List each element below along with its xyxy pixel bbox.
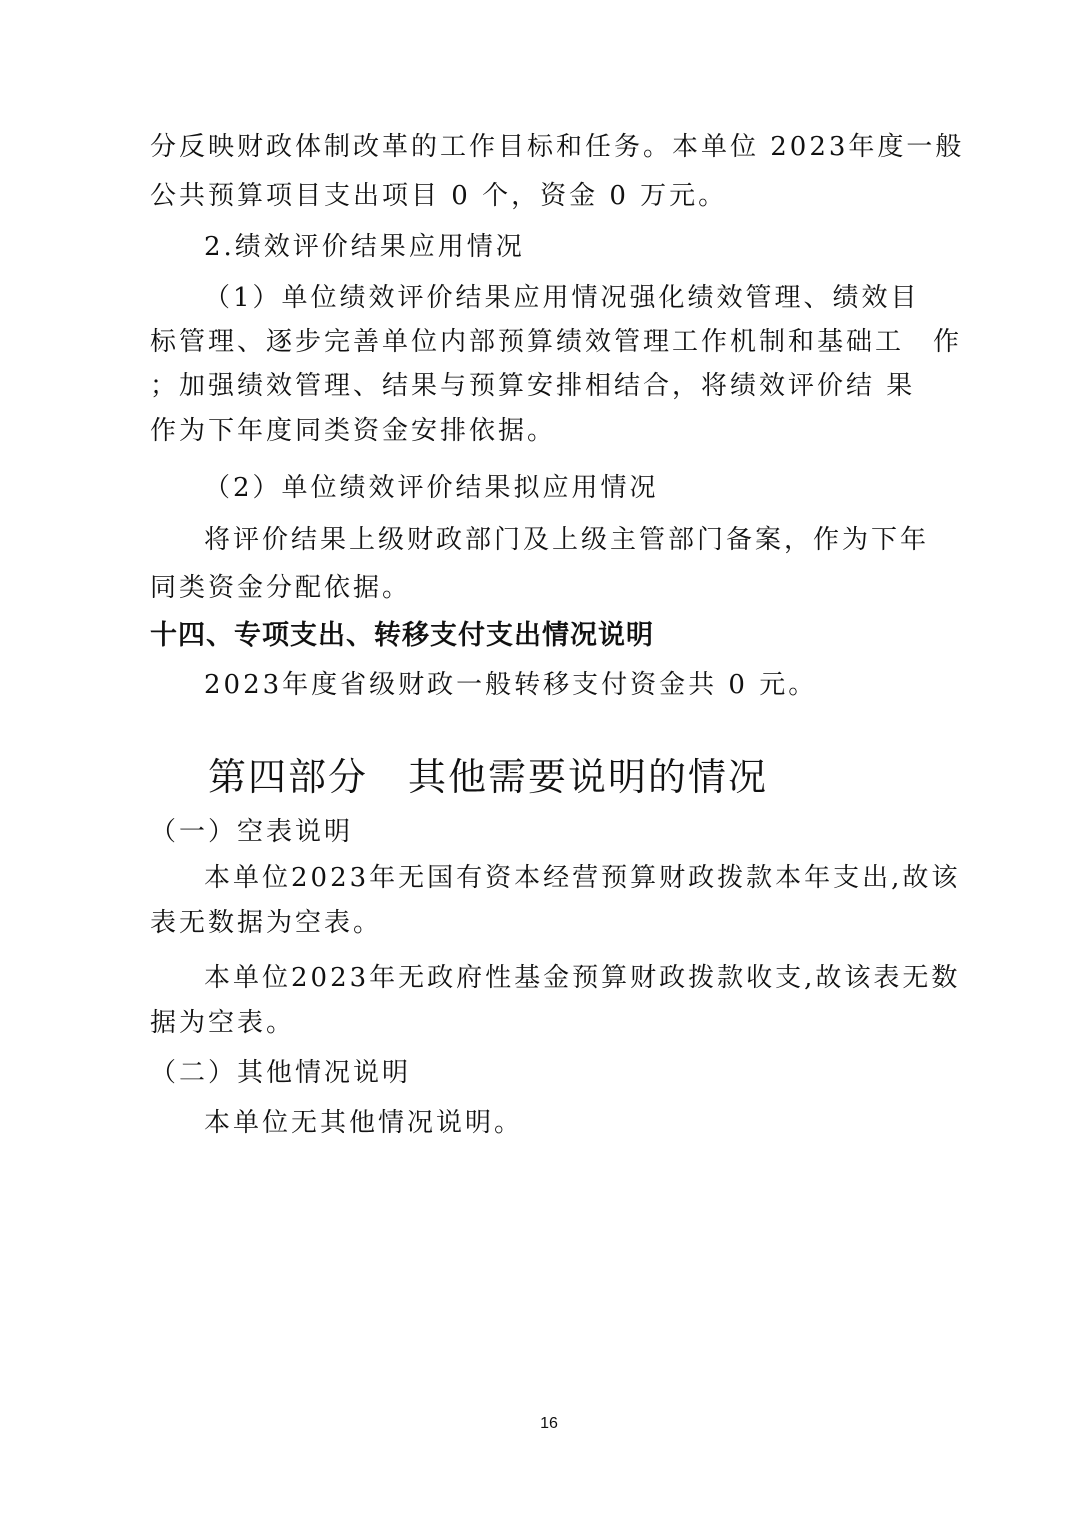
paragraph-line: 将评价结果上级财政部门及上级主管部门备案，作为下年 [204,525,930,555]
section-heading: 十四、专项支出、转移支付支出情况说明 [150,620,654,651]
paragraph-line: ；加强绩效管理、结果与预算安排相结合，将绩效评价结 果 [150,371,916,401]
paragraph-line: 标管理、逐步完善单位内部预算绩效管理工作机制和基础工 作 [150,327,963,357]
page-number: 16 [540,1415,558,1432]
paragraph-line: 本单位无其他情况说明。 [204,1108,524,1138]
paragraph-line: 表无数据为空表。 [150,908,383,938]
paragraph-line: 作为下年度同类资金安排依据。 [150,416,557,446]
item-heading: （二）其他情况说明 [150,1058,412,1088]
item-heading: （2）单位绩效评价结果拟应用情况 [204,473,659,503]
part-title: 第四部分 其他需要说明的情况 [208,755,769,799]
paragraph-line: 同类资金分配依据。 [150,573,412,603]
paragraph-line: （1）单位绩效评价结果应用情况强化绩效管理、绩效目 [204,283,920,313]
paragraph-line: 2023年度省级财政一般转移支付资金共 0 元。 [204,670,818,700]
paragraph-line: 公共预算项目支出项目 0 个，资金 0 万元。 [150,181,728,211]
paragraph-line: 本单位2023年无政府性基金预算财政拨款收支,故该表无数 [204,963,961,993]
item-heading: （一）空表说明 [150,817,354,847]
paragraph-line: 据为空表。 [150,1008,296,1038]
paragraph-line: 分反映财政体制改革的工作目标和任务。本单位 2023年度一般 [150,132,965,162]
subsection-heading: 2.绩效评价结果应用情况 [204,232,525,262]
paragraph-line: 本单位2023年无国有资本经营预算财政拨款本年支出,故该 [204,863,961,893]
